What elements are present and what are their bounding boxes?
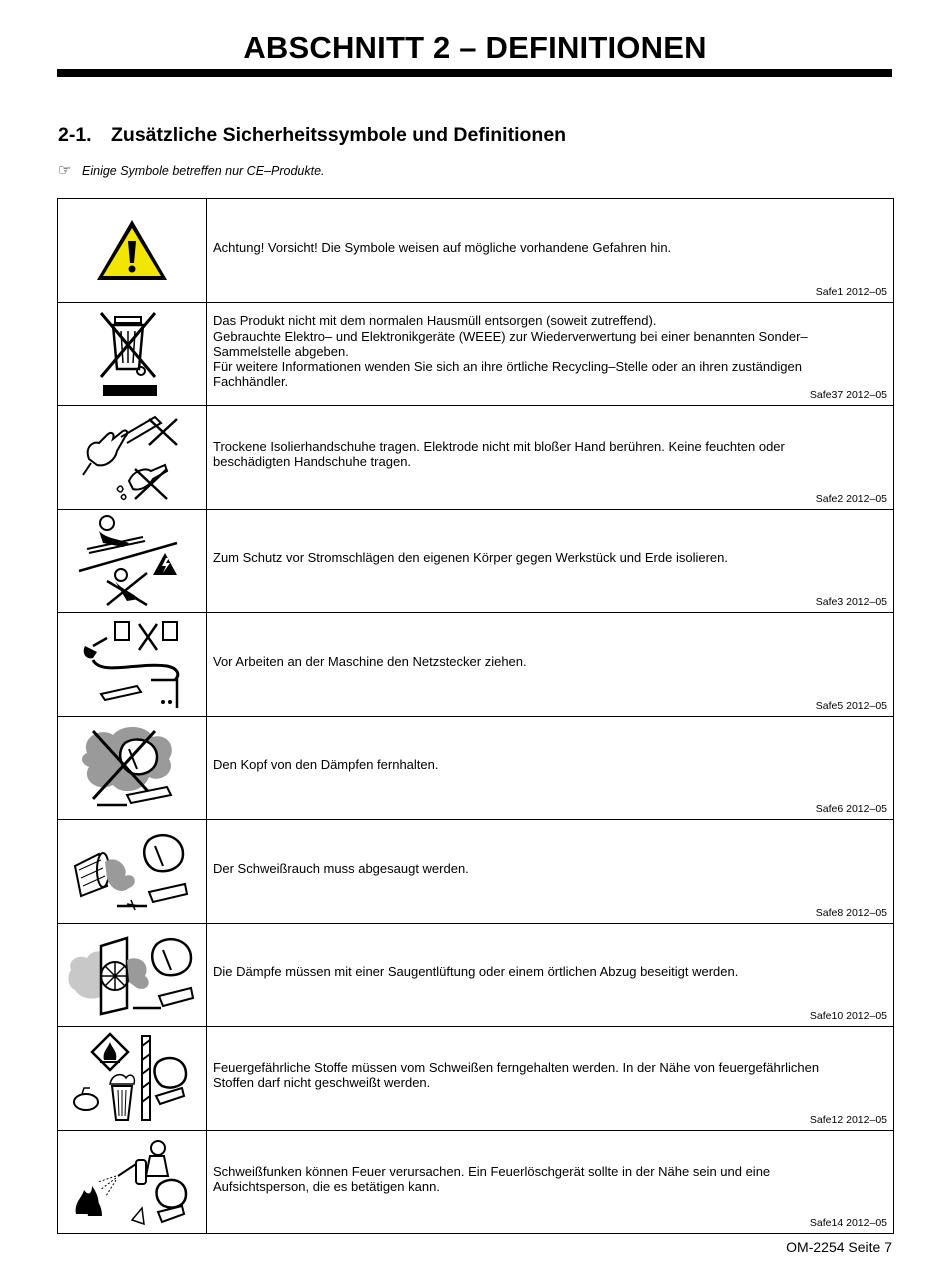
page-number: OM-2254 Seite 7 bbox=[786, 1239, 892, 1255]
flammable-materials-icon bbox=[72, 1032, 192, 1124]
icon-cell bbox=[58, 1130, 207, 1234]
fire-extinguisher-watch-icon bbox=[72, 1136, 192, 1228]
warning-triangle-icon bbox=[94, 217, 170, 283]
symbol-code: Safe37 2012–05 bbox=[809, 389, 887, 401]
definition-text: Den Kopf von den Dämpfen fernhalten. bbox=[213, 757, 439, 773]
icon-cell bbox=[58, 509, 207, 613]
fume-extraction-icon bbox=[69, 826, 195, 916]
definition-text: Trockene Isolierhandschuhe tragen. Elektrode nicht mit bloßer Hand berühren. Keine feuchten oder beschädigten Handschuhe tragen. bbox=[213, 439, 785, 470]
table-row bbox=[58, 613, 894, 717]
symbol-code: Safe6 2012–05 bbox=[815, 803, 887, 815]
table-row bbox=[58, 406, 894, 510]
definition-text: Schweißfunken können Feuer verursachen. Ein Feuerlöschgerät sollte in der Nähe sein und eine Aufsichtsperson, die es betätigen kann. bbox=[213, 1163, 771, 1194]
head-out-of-fumes-icon bbox=[77, 723, 187, 813]
icon-cell bbox=[58, 613, 207, 717]
icon-cell bbox=[58, 820, 207, 924]
definition-text: Achtung! Vorsicht! Die Symbole weisen auf mögliche vorhandene Gefahren hin. bbox=[213, 239, 672, 255]
symbol-code: Safe10 2012–05 bbox=[809, 1010, 887, 1022]
symbol-code: Safe2 2012–05 bbox=[815, 492, 887, 505]
definition-text: Vor Arbeiten an der Maschine den Netzstecker ziehen. bbox=[213, 653, 527, 669]
table-row bbox=[58, 716, 894, 820]
definition-text: Die Dämpfe müssen mit einer Saugentlüftung oder einem örtlichen Abzug beseitigt werden. bbox=[213, 964, 739, 980]
table-row bbox=[58, 1130, 894, 1234]
table-row bbox=[58, 1027, 894, 1131]
crossed-out-wheelie-bin-icon bbox=[97, 309, 167, 399]
icon-cell bbox=[58, 406, 207, 510]
text-cell bbox=[207, 716, 894, 820]
ventilation-fan-icon bbox=[67, 930, 197, 1020]
text-cell bbox=[207, 302, 894, 406]
definition-text: Für weitere Informationen wenden Sie sich an ihre örtliche Recycling–Stelle oder an ihren zuständigen Fachhändler. bbox=[213, 358, 802, 389]
table-row bbox=[58, 820, 894, 924]
text-cell bbox=[207, 199, 894, 303]
symbol-code: Safe1 2012–05 bbox=[815, 285, 887, 298]
table-row bbox=[58, 199, 894, 303]
definition-text: Gebrauchte Elektro– und Elektronikgeräte (WEEE) zur Wiederverwertung bei einer benannten Sonder–Sammelstelle abgeben. bbox=[213, 328, 808, 359]
text-cell bbox=[207, 509, 894, 613]
insulating-gloves-icon bbox=[77, 409, 187, 505]
pointing-hand-icon: ☞ bbox=[58, 162, 72, 179]
text-cell bbox=[207, 613, 894, 717]
section-number: 2-1. bbox=[58, 124, 92, 146]
symbol-code: Safe3 2012–05 bbox=[815, 596, 887, 608]
text-cell bbox=[207, 406, 894, 510]
note bbox=[58, 161, 325, 179]
page-title: ABSCHNITT 2 – DEFINITIONEN bbox=[243, 30, 707, 65]
definitions-table bbox=[57, 198, 894, 1234]
body-insulation-icon bbox=[77, 513, 187, 609]
definition-text: Feuergefährliche Stoffe müssen vom Schweißen ferngehalten werden. In der Nähe von feuergefährlichen Stoffen darf nicht geschweißt werden. bbox=[213, 1060, 820, 1091]
text-cell bbox=[207, 1130, 894, 1234]
table-row bbox=[58, 509, 894, 613]
title-rule bbox=[57, 69, 892, 77]
table-row bbox=[58, 302, 894, 406]
text-cell bbox=[207, 1027, 894, 1131]
icon-cell bbox=[58, 716, 207, 820]
symbol-code: Safe14 2012–05 bbox=[809, 1217, 887, 1229]
icon-cell bbox=[58, 1027, 207, 1131]
text-cell bbox=[207, 820, 894, 924]
icon-cell bbox=[58, 302, 207, 406]
section-heading bbox=[58, 124, 566, 147]
definition-text: Der Schweißrauch muss abgesaugt werden. bbox=[213, 860, 469, 876]
text-cell bbox=[207, 923, 894, 1027]
definition-text: Das Produkt nicht mit dem normalen Hausmüll entsorgen (soweit zutreffend). bbox=[213, 312, 657, 328]
note-text: Einige Symbole betreffen nur CE–Produkte. bbox=[82, 164, 325, 178]
table-row bbox=[58, 923, 894, 1027]
symbol-code: Safe5 2012–05 bbox=[815, 699, 887, 712]
unplug-machine-icon bbox=[77, 616, 187, 712]
section-title: Zusätzliche Sicherheitssymbole und Definitionen bbox=[111, 124, 567, 146]
icon-cell bbox=[58, 923, 207, 1027]
definition-text: Zum Schutz vor Stromschlägen den eigenen Körper gegen Werkstück und Erde isolieren. bbox=[213, 550, 728, 566]
icon-cell bbox=[58, 199, 207, 303]
symbol-code: Safe12 2012–05 bbox=[809, 1113, 887, 1126]
symbol-code: Safe8 2012–05 bbox=[815, 906, 887, 919]
